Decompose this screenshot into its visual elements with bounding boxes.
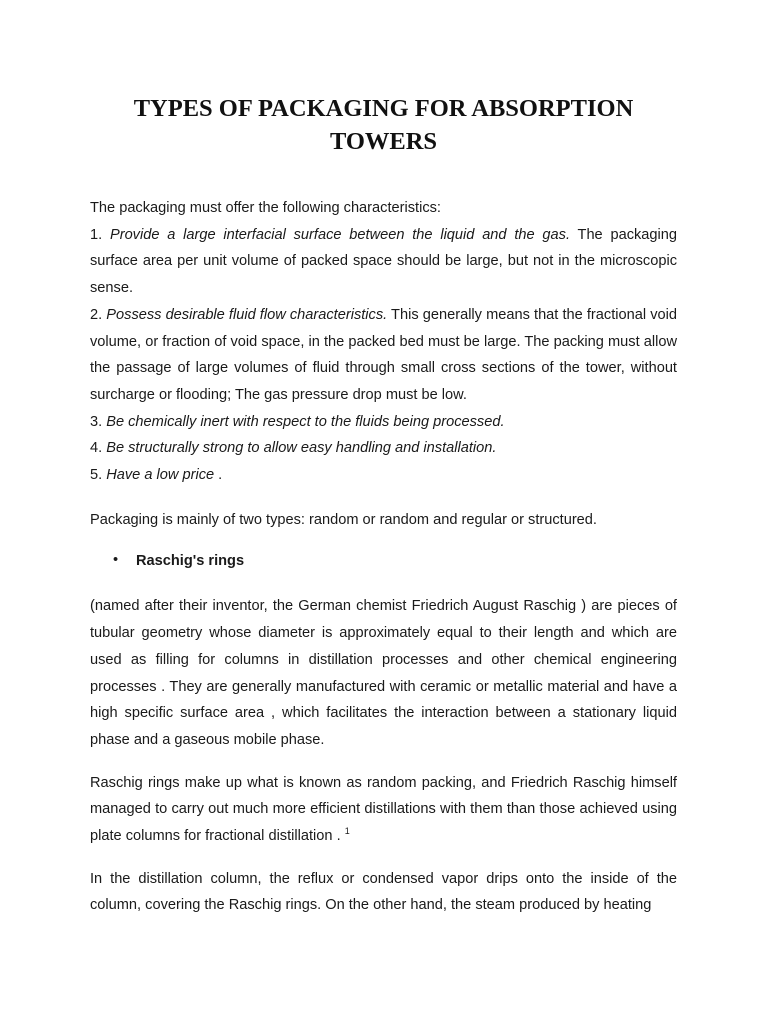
item-body: .	[214, 467, 223, 484]
bullet-heading: Raschig's rings	[136, 553, 245, 570]
characteristic-item-4	[90, 435, 677, 462]
item-heading: Be chemically inert with respect to the fluids being processed.	[106, 413, 505, 430]
raschig-description-paragraph: (named after their inventor, the German chemist Friedrich August Raschig ) are pieces of tubular geometry whose diameter is approximately equal to their length and which are used as filling for columns in distillation processes and other chemical engineering processes . They are generally manufactured with ceramic or metallic material and have a high specific surface area , which facilitates the interaction between a stationary liquid phase and a gaseous mobile phase.	[90, 598, 677, 748]
item-number: 5.	[90, 467, 107, 484]
distillation-column-paragraph: In the distillation column, the reflux or condensed vapor drips onto the inside of the column, covering the Raschig rings. On the other hand, the steam produced by heating	[90, 870, 677, 914]
footnote-reference[interactable]: 1	[344, 826, 350, 837]
bullet-dot-icon: •	[113, 552, 119, 569]
item-number: 1.	[90, 226, 110, 243]
item-heading: Provide a large interfacial surface between the liquid and the gas.	[109, 226, 570, 243]
item-heading: Be structurally strong to allow easy handling and installation.	[106, 440, 497, 457]
characteristic-item-1	[90, 222, 677, 302]
bullet-raschig-rings	[90, 553, 677, 575]
random-packing-paragraph	[90, 770, 677, 850]
item-body: This generally means that the fractional void volume, or fraction of void space, in the packed bed must be large. The packing must allow the passage of large volumes of fluid through small cross sections of the tower, without surcharge or flooding; The gas pressure drop must be low.	[90, 306, 677, 403]
page-title: TYPES OF PACKAGING FOR ABSORPTION TOWERS	[133, 95, 634, 155]
item-number: 3.	[90, 413, 107, 430]
intro-text: The packaging must offer the following characteristics:	[90, 200, 441, 216]
item-number: 2.	[90, 306, 107, 323]
item-heading: Have a low price	[106, 467, 215, 484]
document-page	[90, 92, 677, 919]
item-heading: Possess desirable fluid flow characteristics.	[106, 306, 388, 323]
characteristic-item-3	[90, 409, 677, 436]
paragraph-text: Raschig rings make up what is known as random packing, and Friedrich Raschig himself managed to carry out much more efficient distillations with them than those achieved using plate columns for fractional distillation .	[90, 774, 677, 845]
item-body: The packaging surface area per unit volume of packed space should be large, but not in the microscopic sense.	[90, 226, 677, 297]
item-number: 4.	[90, 440, 107, 457]
characteristic-item-2	[90, 302, 677, 409]
types-paragraph: Packaging is mainly of two types: random or random and regular or structured.	[90, 511, 597, 528]
characteristic-item-5	[90, 462, 677, 489]
